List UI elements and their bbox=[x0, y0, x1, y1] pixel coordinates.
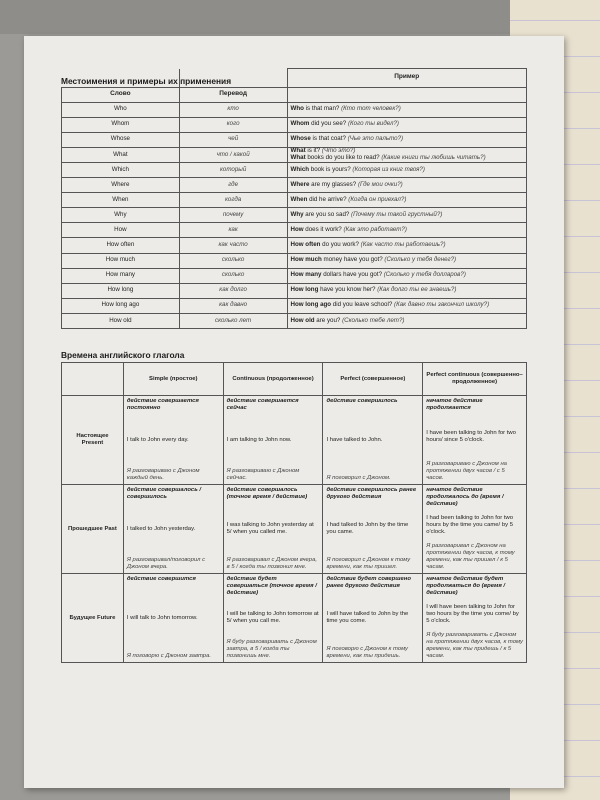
tense-cell-perfect bbox=[323, 485, 423, 574]
example-cell bbox=[287, 283, 526, 298]
table-row bbox=[62, 396, 527, 485]
example-translation: (Чье это пальто?) bbox=[345, 135, 404, 143]
pronouns-title-spacer bbox=[62, 69, 180, 88]
pronouns-title: Местоимения и примеры их применения bbox=[61, 76, 232, 86]
header-continuous: Continuous (продолженное) bbox=[223, 363, 323, 396]
word-cell: How long ago bbox=[62, 298, 180, 313]
tense-rule: действие совершается постоянно bbox=[126, 398, 199, 411]
example-text: do you work? bbox=[320, 241, 359, 249]
tenses-title: Времена английского глагола bbox=[61, 350, 185, 360]
example-text: are my glasses? bbox=[309, 180, 357, 188]
word-cell: How bbox=[62, 223, 180, 238]
tense-cell-perfect bbox=[323, 574, 423, 663]
tense-rule: действие будет совершено ранее другого действия bbox=[326, 576, 411, 589]
example-keyword: How often bbox=[290, 241, 321, 249]
header-perfect: Perfect (совершенное) bbox=[323, 363, 423, 396]
example-keyword: What bbox=[290, 147, 306, 155]
translation-cell: что / какой bbox=[179, 147, 287, 162]
ruled-line bbox=[510, 20, 600, 21]
tense-example: I will talk to John tomorrow. bbox=[126, 614, 198, 621]
tense-rule: начатое действие продолжается bbox=[426, 398, 483, 411]
tense-cell-continuous bbox=[223, 485, 323, 574]
word-cell: Whom bbox=[62, 117, 180, 132]
translation-cell: как bbox=[179, 223, 287, 238]
tense-translation: Я разговариваю с Джоном каждый день. bbox=[126, 468, 200, 481]
table-row bbox=[62, 283, 527, 298]
example-translation: (Как это работает?) bbox=[341, 225, 407, 233]
pronouns-table bbox=[61, 68, 527, 329]
tense-rule: действие совершалось / совершилось bbox=[126, 487, 201, 500]
header-empty bbox=[62, 363, 124, 396]
word-cell: How often bbox=[62, 238, 180, 253]
translation-cell: сколько лет bbox=[179, 313, 287, 328]
example-text: did you leave school? bbox=[331, 301, 393, 309]
example-translation: (Сколько у тебя денег?) bbox=[382, 256, 457, 264]
tense-example: I have been talking to John for two hours/ since 5 o'clock. bbox=[426, 429, 516, 443]
tenses-table bbox=[61, 362, 527, 663]
pronouns-title-spacer bbox=[179, 69, 287, 88]
example-cell bbox=[287, 223, 526, 238]
tense-rule: действие совершилось ранее другого действия bbox=[326, 487, 417, 500]
example-cell bbox=[287, 147, 526, 162]
example-cell bbox=[287, 253, 526, 268]
table-row bbox=[62, 298, 527, 313]
example-keyword: How long ago bbox=[290, 301, 332, 309]
tense-translation: Я разговариваю с Джоном сейчас. bbox=[226, 468, 300, 481]
table-row bbox=[62, 485, 527, 574]
word-cell: Where bbox=[62, 178, 180, 193]
table-row bbox=[62, 223, 527, 238]
example-keyword: Whom bbox=[290, 120, 310, 128]
example-keyword: Whose bbox=[290, 135, 311, 143]
tense-cell-simple bbox=[123, 485, 223, 574]
tense-example: I have talked to John. bbox=[326, 436, 383, 443]
example-cell bbox=[287, 178, 526, 193]
tense-cell-perfect bbox=[323, 396, 423, 485]
example-translation: (Как долго ты ее знаешь?) bbox=[375, 286, 457, 294]
translation-cell: кого bbox=[179, 117, 287, 132]
word-cell: How old bbox=[62, 313, 180, 328]
example-keyword: How bbox=[290, 225, 304, 233]
example-translation: (Где мои очки?) bbox=[356, 180, 403, 188]
tense-example: I was talking to John yesterday at 5/ when you called me. bbox=[226, 522, 314, 535]
tense-translation: Я разговариваю с Джоном на протяжении двух часов / с 5 часов. bbox=[426, 461, 507, 481]
table-row bbox=[62, 132, 527, 147]
example-translation: (Кого ты видел?) bbox=[346, 120, 399, 128]
example-keyword: Who bbox=[290, 105, 304, 113]
example-cell bbox=[287, 268, 526, 283]
table-row bbox=[62, 208, 527, 223]
example-cell bbox=[287, 132, 526, 147]
header-example: Пример bbox=[287, 69, 526, 88]
example-text: have you know her? bbox=[318, 286, 376, 294]
translation-cell: как долго bbox=[179, 283, 287, 298]
example-keyword: How much bbox=[290, 256, 322, 264]
table-row bbox=[62, 117, 527, 132]
example-text: did you see? bbox=[309, 120, 347, 128]
translation-cell: как давно bbox=[179, 298, 287, 313]
example-text: are you so sad? bbox=[303, 210, 350, 218]
word-cell: Why bbox=[62, 208, 180, 223]
example-cell bbox=[287, 117, 526, 132]
example-cell bbox=[287, 102, 526, 117]
tense-cell-perfect-continuous bbox=[423, 485, 527, 574]
example-keyword: How long bbox=[290, 286, 319, 294]
translation-cell: который bbox=[179, 162, 287, 177]
example-translation: (Почему ты такой грустный?) bbox=[349, 210, 443, 218]
tense-cell-continuous bbox=[223, 574, 323, 663]
word-cell: How many bbox=[62, 268, 180, 283]
word-cell: Whose bbox=[62, 132, 180, 147]
tense-cell-perfect-continuous bbox=[423, 396, 527, 485]
tense-rule: начатое действие будет продолжаться до (время / действие) bbox=[426, 576, 506, 596]
example-translation: (Какие книги ты любишь читать?) bbox=[379, 153, 486, 161]
tense-translation: Я поговорю с Джоном к тому времени, как ты придешь. bbox=[326, 646, 408, 659]
tense-label: Будущее Future bbox=[62, 574, 124, 663]
header-perfect-continuous: Perfect continuous (совершенно–продолженное) bbox=[423, 363, 527, 396]
word-cell: How long bbox=[62, 283, 180, 298]
document-page bbox=[24, 36, 564, 788]
example-keyword: What bbox=[290, 153, 306, 161]
example-text: book is yours? bbox=[309, 165, 351, 173]
tense-translation: Я поговорил с Джоном к тому времени, как ты пришел. bbox=[326, 557, 411, 570]
example-text: is that coat? bbox=[310, 135, 346, 143]
example-cell bbox=[287, 238, 526, 253]
tense-translation: Я разговаривал с Джоном вчера, в 5 / когда ты позвонил мне. bbox=[226, 557, 317, 570]
tense-cell-simple bbox=[123, 396, 223, 485]
example-cell bbox=[287, 162, 526, 177]
example-cell bbox=[287, 298, 526, 313]
tense-rule: действие совершается сейчас bbox=[226, 398, 299, 411]
table-row bbox=[62, 313, 527, 328]
example-translation: (Как часто ты работаешь?) bbox=[358, 241, 446, 249]
example-translation: (Сколько тебе лет?) bbox=[340, 316, 405, 324]
example-translation: (Кто тот человек?) bbox=[339, 105, 401, 113]
example-keyword: Where bbox=[290, 180, 310, 188]
tense-example: I talked to John yesterday. bbox=[126, 525, 196, 532]
tense-example: I will be talking to John tomorrow at 5/ when you call me. bbox=[226, 611, 319, 624]
translation-cell: сколько bbox=[179, 253, 287, 268]
tense-translation: Я поговорю с Джоном завтра. bbox=[126, 653, 211, 659]
example-translation: (Которая из книг твоя?) bbox=[350, 165, 425, 173]
tense-example: I talk to John every day. bbox=[126, 436, 189, 443]
tense-translation: Я поговорил с Джоном. bbox=[326, 475, 391, 481]
tense-example: I am talking to John now. bbox=[226, 436, 292, 443]
table-row bbox=[62, 178, 527, 193]
table-row bbox=[62, 238, 527, 253]
example-keyword: When bbox=[290, 195, 308, 203]
tense-rule: действие совершится bbox=[126, 576, 196, 582]
example-text: money have you got? bbox=[321, 256, 383, 264]
table-row bbox=[62, 102, 527, 117]
tense-example: I will have talked to John by the time you come. bbox=[326, 611, 409, 624]
example-translation: (Сколько у тебя долларов?) bbox=[382, 271, 466, 279]
example-keyword: Which bbox=[290, 165, 310, 173]
header-translation: Перевод bbox=[179, 87, 287, 102]
word-cell: Which bbox=[62, 162, 180, 177]
example-keyword: How many bbox=[290, 271, 322, 279]
tense-example: I had been talking to John for two hours by the time you came/ by 5 o'clock. bbox=[426, 515, 513, 535]
translation-cell: как часто bbox=[179, 238, 287, 253]
table-row bbox=[62, 147, 527, 162]
example-text: is it? bbox=[305, 147, 321, 155]
tense-example: I will have been talking to John for two hours by the time you come/ by 5 o'clock. bbox=[426, 604, 519, 624]
tense-translation: Я разговаривал с Джоном на протяжении двух часов, к тому времени, как ты пришел / к 5 часам. bbox=[426, 543, 515, 570]
table-row bbox=[62, 268, 527, 283]
example-keyword: How old bbox=[290, 316, 315, 324]
word-cell: What bbox=[62, 147, 180, 162]
tense-example: I had talked to John by the time you came. bbox=[326, 522, 409, 535]
example-keyword: Why bbox=[290, 210, 304, 218]
example-translation: (Когда он приехал?) bbox=[346, 195, 407, 203]
tense-cell-continuous bbox=[223, 396, 323, 485]
translation-cell: где bbox=[179, 178, 287, 193]
translation-cell: когда bbox=[179, 193, 287, 208]
tense-translation: Я разговаривал/поговорил с Джоном вчера. bbox=[126, 557, 206, 570]
example-cell bbox=[287, 193, 526, 208]
example-text: does it work? bbox=[303, 225, 342, 233]
tense-translation: Я буду разговаривать с Джоном на протяжении двух часов, к тому времени, как ты придешь / к 5 часам. bbox=[426, 632, 523, 659]
example-cell bbox=[287, 208, 526, 223]
tense-translation: Я буду разговаривать с Джоном завтра, в 5 / когда ты позвонишь мне. bbox=[226, 639, 317, 659]
tense-rule: действие совершалось (точное время / действие) bbox=[226, 487, 308, 500]
example-translation: (Что это?) bbox=[320, 147, 356, 155]
table-row bbox=[62, 193, 527, 208]
table-row bbox=[62, 162, 527, 177]
header-word: Слово bbox=[62, 87, 180, 102]
translation-cell: кто bbox=[179, 102, 287, 117]
translation-cell: сколько bbox=[179, 268, 287, 283]
tense-rule: начатое действие продолжалось до (время / действие) bbox=[426, 487, 504, 507]
example-text: are you? bbox=[314, 316, 341, 324]
tense-rule: действие совершилось bbox=[326, 398, 398, 404]
word-cell: How much bbox=[62, 253, 180, 268]
tense-label: Настоящее Present bbox=[62, 396, 124, 485]
example-text: did he arrive? bbox=[307, 195, 347, 203]
translation-cell: почему bbox=[179, 208, 287, 223]
example-text: is that man? bbox=[303, 105, 340, 113]
example-text: dollars have you got? bbox=[321, 271, 383, 279]
tense-rule: действие будет совершаться (точное время / действие) bbox=[226, 576, 317, 596]
word-cell: Who bbox=[62, 102, 180, 117]
header-example-continuation bbox=[287, 87, 526, 102]
example-cell bbox=[287, 313, 526, 328]
translation-cell: чей bbox=[179, 132, 287, 147]
tense-label: Прошедшее Past bbox=[62, 485, 124, 574]
table-row bbox=[62, 574, 527, 663]
table-row bbox=[62, 253, 527, 268]
example-text: books do you like to read? bbox=[305, 153, 380, 161]
example-translation: (Как давно ты закончил школу?) bbox=[392, 301, 490, 309]
header-simple: Simple (простое) bbox=[123, 363, 223, 396]
tense-cell-simple bbox=[123, 574, 223, 663]
tense-cell-perfect-continuous bbox=[423, 574, 527, 663]
word-cell: When bbox=[62, 193, 180, 208]
